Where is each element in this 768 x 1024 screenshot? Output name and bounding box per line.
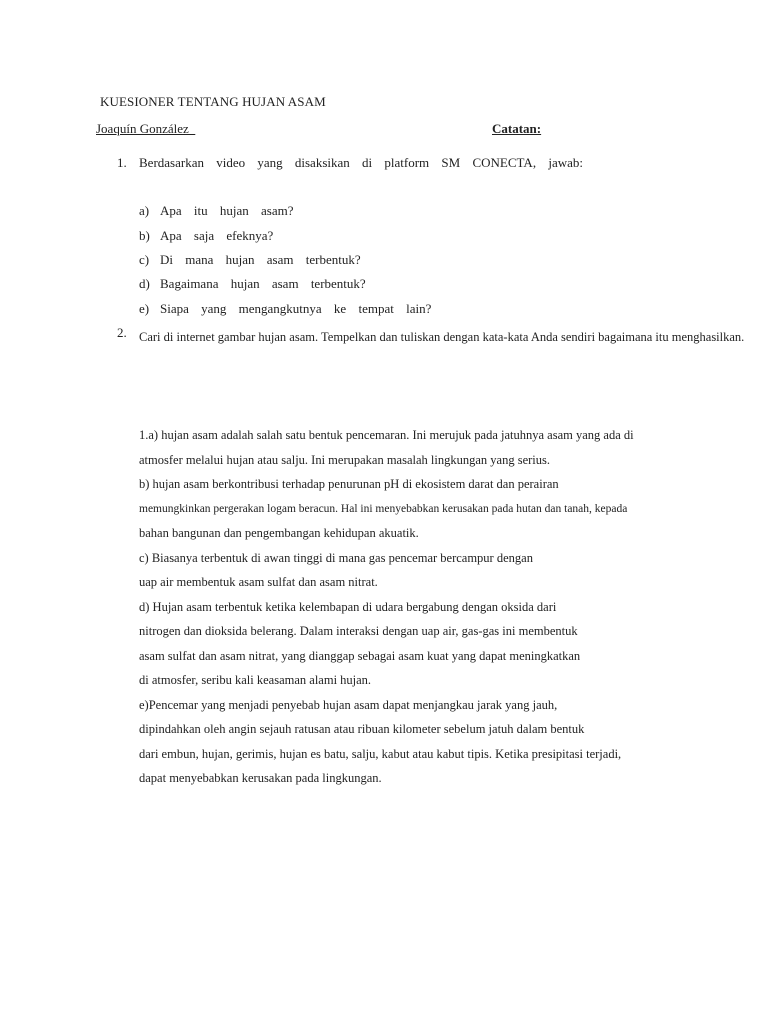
question-2-number: 2. xyxy=(117,325,127,340)
answer-line: dipindahkan oleh angin sejauh ratusan atau ribuan kilometer sebelum jatuh dalam bentuk xyxy=(139,722,585,736)
sub-item-e-text: Siapa yang mengangkutnya ke tempat lain? xyxy=(160,301,432,316)
answer-line: e)Pencemar yang menjadi penyebab hujan asam dapat menjangkau jarak yang jauh, xyxy=(139,697,558,712)
answers-block xyxy=(139,423,699,791)
question-1-word: platform xyxy=(384,155,430,170)
answer-line: atmosfer melalui hujan atau salju. Ini merupakan masalah lingkungan yang serius. xyxy=(139,452,550,467)
question-1-word: di xyxy=(362,155,373,170)
sub-item-b-text: Apa saja efeknya? xyxy=(160,228,274,243)
question-1-number: 1. xyxy=(117,155,127,170)
answer-line: dari embun, hujan, gerimis, hujan es batu, salju, kabut atau kabut tipis. Ketika presipitasi terjadi, xyxy=(139,746,622,761)
sub-item-b-letter: b) xyxy=(139,228,150,243)
question-1-word: CONECTA, xyxy=(472,155,537,170)
sub-item-c-text: Di mana hujan asam terbentuk? xyxy=(160,252,361,267)
sub-item-a-letter: a) xyxy=(139,203,150,218)
question-1-word: video xyxy=(216,155,246,170)
answer-line: b) hujan asam berkontribusi terhadap penurunan pH di ekosistem darat dan perairan xyxy=(139,477,559,491)
notes-label: Catatan: xyxy=(492,121,542,136)
answer-line: uap air membentuk asam sulfat dan asam nitrat. xyxy=(139,575,378,589)
question-1-word: Berdasarkan xyxy=(139,155,204,170)
sub-item-c-letter: c) xyxy=(139,252,150,267)
question-1-word: yang xyxy=(257,155,283,170)
answer-line: asam sulfat dan asam nitrat, yang dianggap sebagai asam kuat yang dapat meningkatkan xyxy=(139,648,581,663)
answer-line: d) Hujan asam terbentuk ketika kelembapan di udara bergabung dengan oksida dari xyxy=(139,599,557,614)
question-1-word: SM xyxy=(441,155,461,170)
sub-item-d-text: Bagaimana hujan asam terbentuk? xyxy=(160,276,366,291)
answer-line: di atmosfer, seribu kali keasaman alami hujan. xyxy=(139,673,372,687)
sub-item-a-text: Apa itu hujan asam? xyxy=(160,203,294,218)
answer-line: nitrogen dan dioksida belerang. Dalam interaksi dengan uap air, gas-gas ini membentuk xyxy=(139,624,578,638)
answer-line: memungkinkan pergerakan logam beracun. Hal ini menyebabkan kerusakan pada hutan dan tanah, kepada xyxy=(139,502,628,515)
author-name: Joaquín González xyxy=(96,121,196,136)
document-title: KUESIONER TENTANG HUJAN ASAM xyxy=(100,94,326,109)
sub-item-e-letter: e) xyxy=(139,301,150,316)
answer-line: bahan bangunan dan pengembangan kehidupan akuatik. xyxy=(139,526,419,540)
question-1-text-source xyxy=(0,0,1,1)
question-1-text xyxy=(139,155,583,171)
answer-line: 1.a) hujan asam adalah salah satu bentuk pencemaran. Ini merujuk pada jatuhnya asam yang ada di xyxy=(139,428,634,442)
answer-line: c) Biasanya terbentuk di awan tinggi di mana gas pencemar bercampur dengan xyxy=(139,550,533,565)
sub-item-d-letter: d) xyxy=(139,276,150,291)
answer-line: dapat menyebabkan kerusakan pada lingkungan. xyxy=(139,771,382,785)
question-1-word: jawab: xyxy=(548,155,583,170)
question-1-word: disaksikan xyxy=(294,155,350,170)
question-2-text: Cari di internet gambar hujan asam. Tempelkan dan tuliskan dengan kata-kata Anda sendiri bagaimana itu menghasilkan. xyxy=(139,330,745,344)
